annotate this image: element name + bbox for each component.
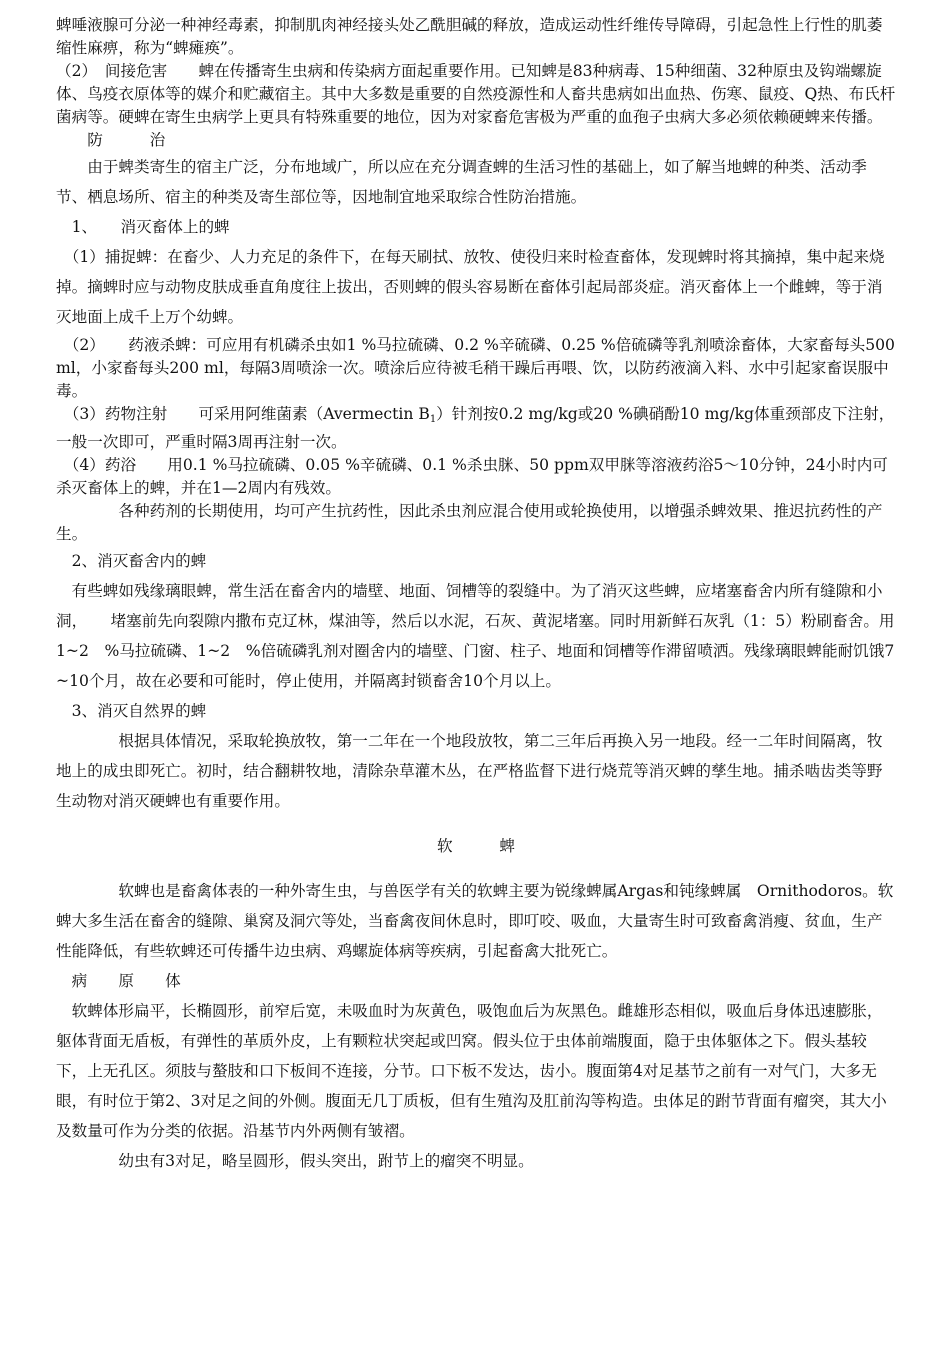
heading-kill-ticks-in-nature: 3、消灭自然界的蜱 [56, 702, 207, 720]
paragraph-prevention-intro: 由于蜱类寄生的宿主广泛，分布地域广，所以应在充分调查蜱的生活习性的基础上，如了解当地蜱的种类、活动季节、栖息场所、宿主的种类及寄生部位等，因地制宜地采取综合性防治措施。 [56, 158, 867, 206]
section-title-soft-tick: 软 蜱 [437, 837, 515, 855]
heading-kill-ticks-in-barn: 2、消灭畜舍内的蜱 [56, 552, 207, 570]
paragraph-barn-treatment: 有些蜱如残缘璃眼蜱，常生活在畜舍内的墙壁、地面、饲槽等的裂缝中。为了消灭这些蜱，应堵塞畜舍内所有缝隙和小洞， 堵塞前先向裂隙内撒布克辽林，煤油等，然后以水泥，石灰、黄泥堵塞。同时用新鲜石灰乳（1：5）粉刷畜舍。用1~2 %马拉硫磷、1~2 %倍硫磷乳剂对圈舍内的墙壁、门窗、柱子、地面和饲槽等作滞留喷洒。残缘璃眼蜱能耐饥饿7~10个月，故在必要和可能时，停止使用，并隔离封锁畜舍10个月以上。 [56, 582, 895, 690]
paragraph-larva-description: 幼虫有3对足，略呈圆形，假头突出，跗节上的瘤突不明显。 [56, 1152, 534, 1170]
drug-injection-text-b: ）针剂按0.2 mg/kg或20 %碘硝酚10 mg/kg体重颈部皮下注射，一般一次即可，严重时隔3周再注射一次。 [56, 405, 895, 451]
paragraph-medicated-bath: （4）药浴 用0.1 %马拉硫磷、0.05 %辛硫磷、0.1 %杀虫脒、50 ppm双甲脒等溶液药浴5～10分钟，24小时内可杀灭畜体上的蜱，并在1—2周内有残效。 [56, 456, 888, 497]
heading-prevention: 防 治 [56, 131, 166, 149]
drug-injection-text-a: （3）药物注射 可采用阿维菌素（Avermectin B [56, 405, 430, 423]
document-page [56, 14, 900, 1176]
paragraph-drug-resistance: 各种药剂的长期使用，均可产生抗药性，因此杀虫剂应混合使用或轮换使用，以增强杀蜱效果、推迟抗药性的产生。 [56, 502, 883, 543]
drug-injection-subscript: 1 [429, 414, 437, 425]
paragraph-soft-tick-morphology: 软蜱体形扁平，长椭圆形，前窄后宽，未吸血时为灰黄色，吸饱血后为灰黑色。雌雄形态相似，吸血后身体迅速膨胀，躯体背面无盾板，有弹性的革质外皮，上有颗粒状突起或凹窝。假头位于虫体前端腹面，隐于虫体躯体之下。假头基较下，上无孔区。须肢与螯肢和口下板间不连接，分节。口下板不发达，齿小。腹面第4对足基节之前有一对气门，大多无眼，有时位于第2、3对足之间的外侧。腹面无几丁质板，但有生殖沟及肛前沟等构造。虫体足的跗节背面有瘤突，其大小及数量可作为分类的依据。沿基节内外两侧有皱褶。 [56, 1002, 887, 1140]
paragraph-rotational-grazing: 根据具体情况，采取轮换放牧，第一二年在一个地段放牧，第二三年后再换入另一地段。经一二年时间隔离，牧地上的成虫即死亡。初时，结合翻耕牧地，清除杂草灌木丛，在严格监督下进行烧荒等消灭蜱的孳生地。捕杀啮齿类等野生动物对消灭硬蜱也有重要作用。 [56, 732, 883, 810]
heading-kill-ticks-on-livestock: 1、 消灭畜体上的蜱 [56, 218, 230, 236]
paragraph-spray-insecticide: （2） 药液杀蜱：可应用有机磷杀虫如1 %马拉硫磷、0.2 %辛硫磷、0.25 %倍硫磷等乳剂喷涂畜体，大家畜每头500 ml，小家畜每头200 ml，每隔3周喷涂一次。喷涂后应待被毛稍干躁后再喂、饮，以防药液滴入料、水中引起家畜误服中毒。 [56, 336, 900, 400]
paragraph-catch-ticks: （1）捕捉蜱：在畜少、人力充足的条件下，在每天刷拭、放牧、使役归来时检查畜体，发现蜱时将其摘掉，集中起来烧掉。摘蜱时应与动物皮肤成垂直角度往上拔出，否则蜱的假头容易断在畜体引起局部炎症。消灭畜体上一个雌蜱，等于消灭地面上成千上万个幼蜱。 [56, 248, 885, 326]
heading-pathogen: 病 原 体 [56, 972, 181, 990]
paragraph-tick-paralysis: 蜱唾液腺可分泌一种神经毒素，抑制肌肉神经接头处乙酰胆碱的释放，造成运动性纤维传导障碍，引起急性上行性的肌萎缩性麻痹，称为“蜱瘫痪”。 [56, 16, 883, 57]
paragraph-drug-injection [56, 403, 896, 454]
paragraph-soft-tick-intro: 软蜱也是畜禽体表的一种外寄生虫，与兽医学有关的软蜱主要为锐缘蜱属Argas和钝缘蜱属 Ornithodoros。软蜱大多生活在畜舍的缝隙、巢窝及洞穴等处，当畜禽夜间休息时，即叮咬、吸血，大量寄生时可致畜禽消瘦、贫血，生产性能降低，有些软蜱还可传播牛边虫病、鸡螺旋体病等疾病，引起畜禽大批死亡。 [56, 882, 894, 960]
paragraph-indirect-harm: （2） 间接危害 蜱在传播寄生虫病和传染病方面起重要作用。已知蜱是83种病毒、15种细菌、32种原虫及钩端螺旋体、鸟疫衣原体等的媒介和贮藏宿主。其中大多数是重要的自然疫源性和人畜共患病如出血热、伤寒、鼠疫、Q热、布氏杆菌病等。硬蜱在寄生虫病学上更具有特殊重要的地位，因为对家畜危害极为严重的血孢子虫病大多必须依赖硬蜱来传播。 [56, 62, 896, 126]
